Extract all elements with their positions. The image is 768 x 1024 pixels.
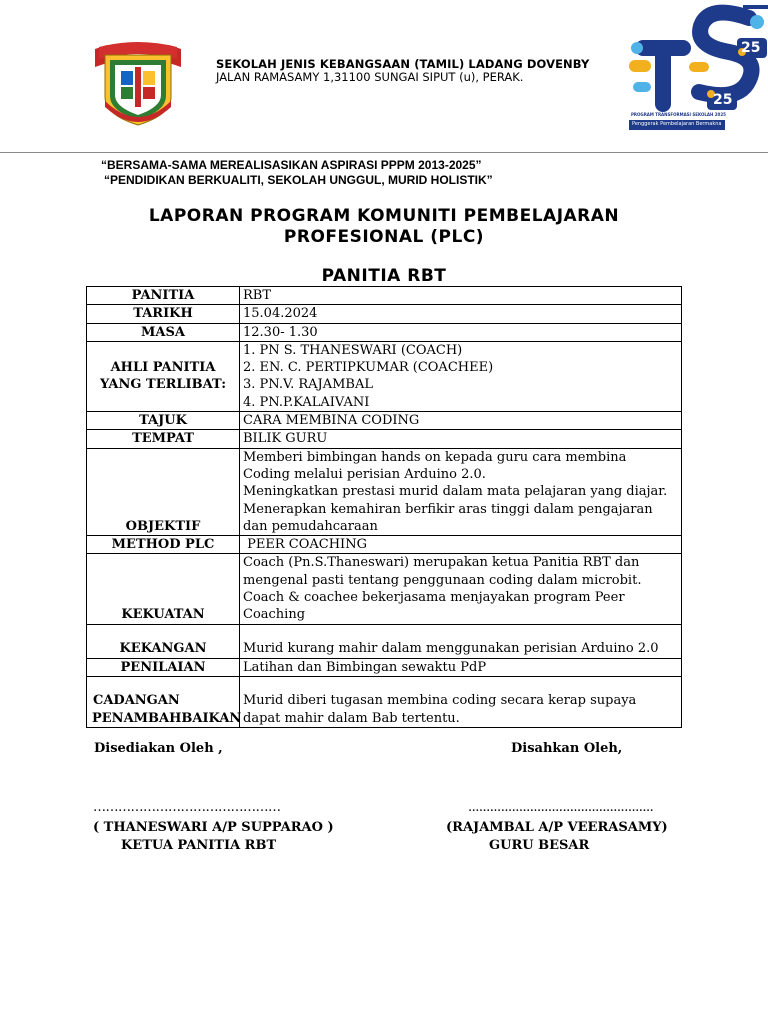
strength-line: Coaching bbox=[243, 607, 306, 623]
objective-line: Memberi bimbingan hands on kepada guru cara membina bbox=[243, 449, 627, 465]
row-value-tempat: BILIK GURU bbox=[240, 430, 682, 448]
strength-line: Coach & coachee bekerjasama menjayakan program Peer bbox=[243, 590, 625, 606]
row-label-tempat: TEMPAT bbox=[87, 430, 240, 448]
motto-line-2: “PENDIDIKAN BERKUALITI, SEKOLAH UNGGUL, MURID HOLISTIK” bbox=[104, 173, 493, 187]
suggestion-line: dapat mahir dalam Bab tertentu. bbox=[243, 710, 460, 726]
row-label-cadangan-line-2: PENAMBAHBAIKAN bbox=[92, 710, 242, 726]
row-value-penilaian: Latihan dan Bimbingan sewaktu PdP bbox=[240, 658, 682, 676]
row-label-objektif: OBJEKTIF bbox=[87, 448, 240, 535]
table-row-ahli bbox=[87, 341, 682, 411]
header-divider bbox=[0, 152, 768, 153]
row-label-ahli-line-2: YANG TERLIBAT: bbox=[99, 377, 227, 393]
row-label-kekangan: KEKANGAN bbox=[87, 624, 240, 658]
row-label-ahli-line-1: AHLI PANITIA bbox=[110, 360, 216, 376]
row-value-tajuk: CARA MEMBINA CODING bbox=[240, 412, 682, 430]
row-value-kekangan: Murid kurang mahir dalam menggunakan perisian Arduino 2.0 bbox=[240, 624, 682, 658]
row-label-panitia: PANITIA bbox=[87, 287, 240, 305]
row-label-tajuk: TAJUK bbox=[87, 412, 240, 430]
ts25-logo bbox=[629, 2, 768, 132]
row-label-cadangan bbox=[87, 676, 240, 727]
school-name: SEKOLAH JENIS KEBANGSAAN (TAMIL) LADANG DOVENBY bbox=[216, 57, 590, 71]
table-row-cadangan bbox=[87, 676, 682, 727]
signature-line-left: ……………………………………… bbox=[93, 800, 281, 815]
row-label-ahli bbox=[87, 341, 240, 411]
objective-line: Menerapkan kemahiran berfikir aras tinggi dalam pengajaran bbox=[243, 501, 653, 517]
row-value-kekuatan bbox=[240, 554, 682, 624]
table-row-tajuk bbox=[87, 412, 682, 430]
row-value-tarikh: 15.04.2024 bbox=[240, 305, 682, 323]
school-crest-logo bbox=[93, 41, 183, 127]
ts-caption-2: Penggerak Pembelajaran Bermakna bbox=[632, 121, 722, 127]
suggestion-line: Murid diberi tugasan membina coding secara kerap supaya bbox=[243, 693, 637, 709]
row-value-objektif bbox=[240, 448, 682, 535]
table-row-objektif bbox=[87, 448, 682, 535]
preparer-name: ( THANESWARI A/P SUPPARAO ) bbox=[93, 820, 334, 835]
motto-line-1: “BERSAMA-SAMA MEREALISASIKAN ASPIRASI PPPM 2013-2025” bbox=[101, 158, 482, 172]
row-label-cadangan-line-1: CADANGAN bbox=[93, 693, 180, 709]
ts-badge-number-bottom: 25 bbox=[713, 92, 733, 108]
row-label-tarikh: TARIKH bbox=[87, 305, 240, 323]
row-value-panitia: RBT bbox=[240, 287, 682, 305]
approver-name: (RAJAMBAL A/P VEERASAMY) bbox=[446, 820, 668, 835]
member-item: 1. PN S. THANESWARI (COACH) bbox=[243, 342, 463, 358]
row-value-ahli bbox=[240, 341, 682, 411]
report-title-line-2: PROFESIONAL (PLC) bbox=[283, 227, 485, 247]
report-title-line-1: LAPORAN PROGRAM KOMUNITI PEMBELAJARAN bbox=[148, 206, 620, 226]
report-table bbox=[86, 286, 682, 728]
approver-role: GURU BESAR bbox=[489, 838, 590, 853]
table-row-penilaian bbox=[87, 658, 682, 676]
row-label-kekuatan: KEKUATAN bbox=[87, 554, 240, 624]
row-label-masa: MASA bbox=[87, 323, 240, 341]
objective-line: dan pemudahcaraan bbox=[243, 518, 378, 534]
objective-line: Coding melalui perisian Arduino 2.0. bbox=[243, 466, 486, 482]
prepared-by-label: Disediakan Oleh , bbox=[94, 741, 223, 756]
preparer-role: KETUA PANITIA RBT bbox=[121, 838, 277, 853]
table-row-kekangan bbox=[87, 624, 682, 658]
member-item: 2. EN. C. PERTIPKUMAR (COACHEE) bbox=[243, 360, 494, 376]
table-row-panitia bbox=[87, 287, 682, 305]
strength-line: mengenal pasti tentang penggunaan coding dalam microbit. bbox=[243, 572, 642, 588]
row-label-penilaian: PENILAIAN bbox=[87, 658, 240, 676]
objective-line: Meningkatkan prestasi murid dalam mata pelajaran yang diajar. bbox=[243, 484, 668, 500]
row-value-method: PEER COACHING bbox=[240, 536, 682, 554]
table-row-tarikh bbox=[87, 305, 682, 323]
row-label-method: METHOD PLC bbox=[87, 536, 240, 554]
strength-line: Coach (Pn.S.Thaneswari) merupakan ketua Panitia RBT dan bbox=[243, 555, 640, 571]
school-address: JALAN RAMASAMY 1,31100 SUNGAI SIPUT (u), PERAK. bbox=[216, 70, 524, 84]
row-value-cadangan bbox=[240, 676, 682, 727]
approved-by-label: Disahkan Oleh, bbox=[511, 741, 623, 756]
member-item: 3. PN.V. RAJAMBAL bbox=[243, 377, 373, 393]
ts-badge-number-top: 25 bbox=[741, 40, 761, 56]
report-subtitle: PANITIA RBT bbox=[321, 266, 447, 286]
signature-line-right: ................................................... bbox=[468, 800, 654, 815]
table-row-tempat bbox=[87, 430, 682, 448]
table-row-method bbox=[87, 536, 682, 554]
row-value-masa: 12.30- 1.30 bbox=[240, 323, 682, 341]
member-item: 4. PN.P.KALAIVANI bbox=[243, 394, 370, 410]
table-row-kekuatan bbox=[87, 554, 682, 624]
table-row-masa bbox=[87, 323, 682, 341]
ts-caption-1: PROGRAM TRANSFORMASI SEKOLAH 2025 bbox=[631, 112, 726, 117]
